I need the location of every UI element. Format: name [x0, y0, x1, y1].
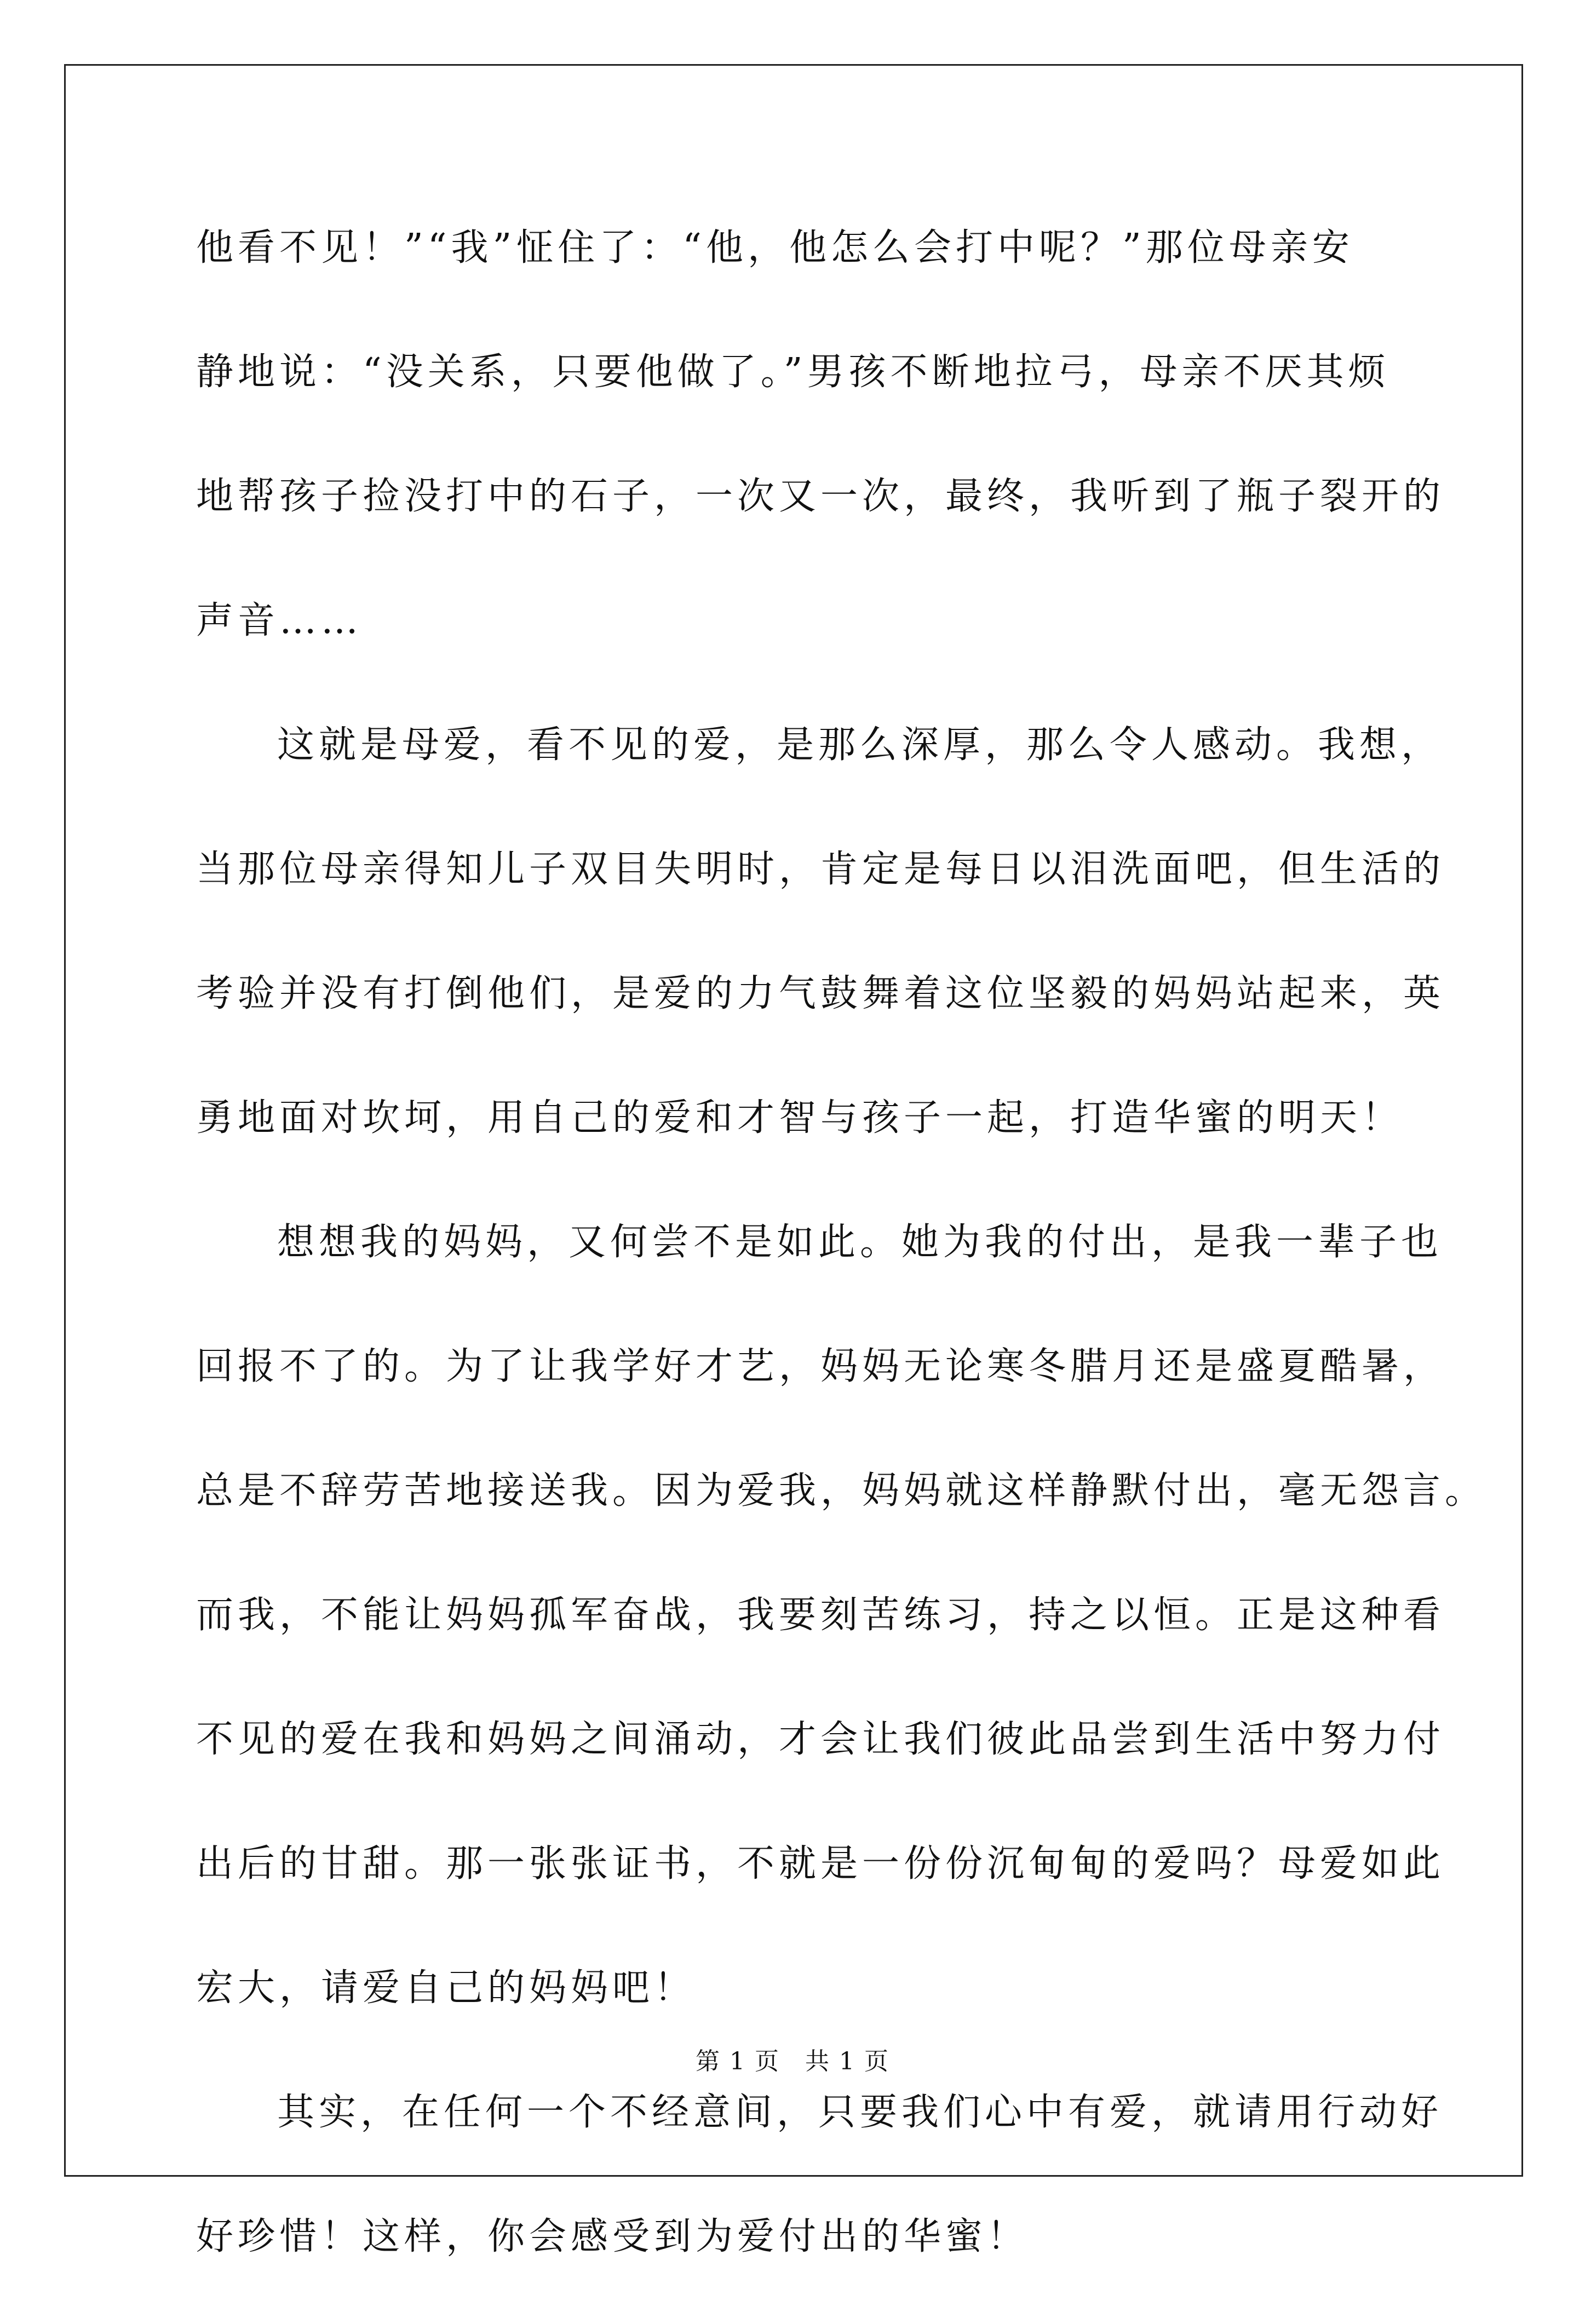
- text-line: 当那位母亲得知儿子双目失明时，肯定是每日以泪洗面吧，但生活的: [196, 848, 1445, 891]
- document-body: [196, 211, 1487, 2324]
- text-line: 宏大，请爱自己的妈妈吧！: [196, 1966, 696, 2010]
- text-line: 好珍惜！这样，你会感受到为爱付出的华蜜！: [196, 2215, 1029, 2258]
- text-line: 这就是母爱，看不见的爱，是那么深厚，那么令人感动。我想，: [277, 723, 1443, 767]
- text-line: 不见的爱在我和妈妈之间涌动，才会让我们彼此品尝到生活中努力付: [196, 1718, 1445, 1761]
- text-line: 考验并没有打倒他们，是爱的力气鼓舞着这位坚毅的妈妈站起来，英: [196, 972, 1445, 1015]
- page-number-footer: 第 1 页 共 1 页: [696, 2047, 889, 2075]
- text-line: 而我，不能让妈妈孤军奋战，我要刻苦练习，持之以恒。正是这种看: [196, 1594, 1445, 1637]
- text-line: 声音……: [196, 599, 363, 642]
- text-line: 地帮孩子捡没打中的石子，一次又一次，最终，我听到了瓶子裂开的: [196, 475, 1445, 518]
- text-line: 出后的甘甜。那一张张证书，不就是一份份沉甸甸的爱吗？母爱如此: [196, 1842, 1445, 1885]
- text-line: 总是不辞劳苦地接送我。因为爱我，妈妈就这样静默付出，毫无怨言。: [196, 1469, 1487, 1512]
- text-line: 勇地面对坎坷，用自己的爱和才智与孩子一起，打造华蜜的明天！: [196, 1096, 1404, 1140]
- text-line: 其实，在任何一个不经意间，只要我们心中有爱，就请用行动好: [277, 2091, 1443, 2134]
- text-line: 他看不见！”“我”怔住了：“他，他怎么会打中呢？”那位母亲安: [196, 226, 1354, 269]
- text-line: 回报不了的。为了让我学好才艺，妈妈无论寒冬腊月还是盛夏酷暑，: [196, 1345, 1445, 1388]
- text-line: 想想我的妈妈，又何尝不是如此。她为我的付出，是我一辈子也: [277, 1221, 1443, 1264]
- text-line: 静地说：“没关系，只要他做了。”男孩不断地拉弓，母亲不厌其烦: [196, 350, 1390, 394]
